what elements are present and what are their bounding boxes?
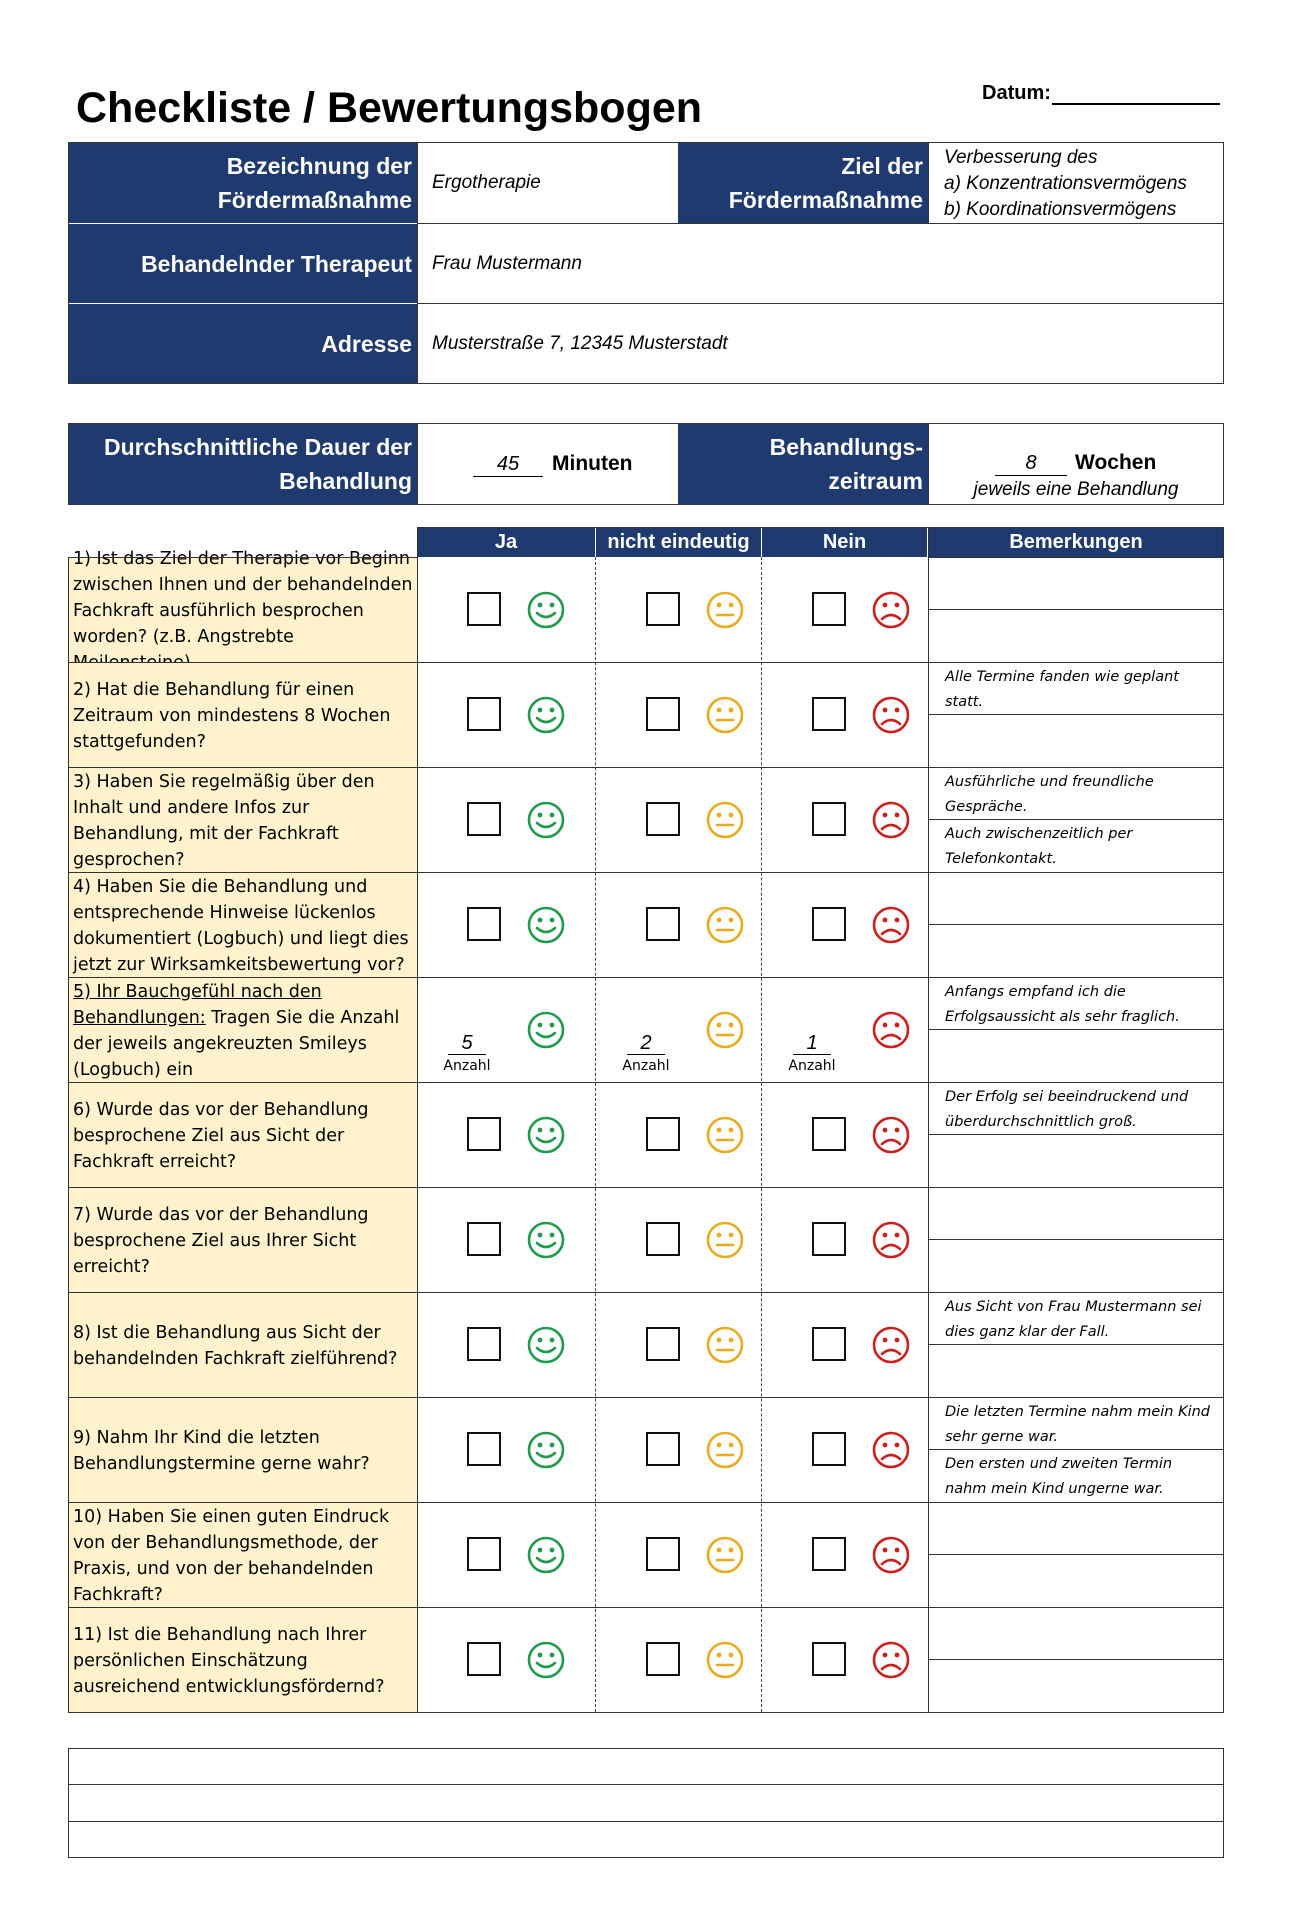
- row-divider: [928, 1397, 1224, 1398]
- remark-1[interactable]: [929, 1505, 1224, 1555]
- remark-divider: [928, 714, 1224, 715]
- smiley-happy-icon: [526, 1115, 566, 1155]
- ziel-value[interactable]: [928, 143, 1223, 223]
- remark-1[interactable]: Ausführliche und freundliche Gespräche.: [945, 774, 1154, 815]
- ziel-line: a) Konzentrationsvermögens: [944, 173, 1187, 194]
- question-underlined: 5) Ihr Bauchgefühl nach den Behandlungen:: [73, 981, 322, 1028]
- zeitraum-unit: Wochen: [1075, 451, 1157, 474]
- remark-2[interactable]: [929, 1137, 1224, 1187]
- count-field-nein[interactable]: [787, 1032, 837, 1077]
- smiley-happy-icon: [526, 1010, 566, 1050]
- page-title: Checkliste / Bewertungsbogen: [76, 84, 703, 132]
- adresse-label: Adresse: [69, 304, 417, 383]
- count-label: Anzahl: [788, 1058, 836, 1074]
- checkbox-nein[interactable]: [812, 592, 846, 626]
- question-text: [69, 1187, 417, 1292]
- smiley-neutral-icon: [705, 695, 745, 735]
- remark-2[interactable]: [929, 612, 1224, 662]
- remark-2[interactable]: Auch zwischenzeitlich per Telefonkontakt.: [945, 826, 1133, 867]
- remark-1[interactable]: [929, 1190, 1224, 1240]
- remark-divider: [928, 1344, 1224, 1345]
- smiley-happy-icon: [526, 800, 566, 840]
- grid-line: [928, 527, 929, 1712]
- therapeut-value[interactable]: Frau Mustermann: [418, 224, 1223, 303]
- checkbox-nicht-eindeutig[interactable]: [646, 802, 680, 836]
- remark-2[interactable]: Den ersten und zweiten Termin nahm mein Kind ungerne war.: [945, 1456, 1173, 1497]
- checkbox-ja[interactable]: [467, 1642, 501, 1676]
- row-divider: [68, 557, 417, 558]
- checkbox-ja[interactable]: [467, 1537, 501, 1571]
- row-divider: [68, 767, 417, 768]
- checkbox-nein[interactable]: [812, 1117, 846, 1151]
- checkbox-nicht-eindeutig[interactable]: [646, 1327, 680, 1361]
- row-divider: [68, 1292, 417, 1293]
- date-field[interactable]: [1052, 103, 1220, 105]
- checkbox-nein[interactable]: [812, 1537, 846, 1571]
- checkbox-ja[interactable]: [467, 1432, 501, 1466]
- question-text: [69, 548, 417, 662]
- smiley-sad-icon: [871, 1115, 911, 1155]
- question-rest: Tragen Sie die Anzahl der jeweils angekreuzten Smileys (Logbuch) ein: [73, 1007, 400, 1080]
- question-label: 10) Haben Sie einen guten Eindruck von der Behandlungsmethode, der Praxis, und von der behandelnden Fachkraft?: [73, 1506, 390, 1605]
- remark-2[interactable]: [929, 1347, 1224, 1397]
- remark-2[interactable]: [929, 1032, 1224, 1082]
- question-text: [69, 1397, 417, 1502]
- dauer-label: Durchschnittliche Dauer der Behandlung: [69, 424, 417, 504]
- date-label: Datum:: [982, 82, 1051, 104]
- col-header-nicht-eindeutig: nicht eindeutig: [596, 527, 761, 557]
- count-value: 1: [793, 1032, 831, 1055]
- row-divider: [68, 872, 417, 873]
- remark-divider: [928, 1449, 1224, 1450]
- grid-line: [761, 557, 762, 1712]
- row-divider: [928, 557, 1224, 558]
- question-label: 11) Ist die Behandlung nach Ihrer persönlichen Einschätzung ausreichend entwicklungsfördernd?: [73, 1624, 385, 1697]
- smiley-neutral-icon: [705, 1220, 745, 1260]
- question-text: [69, 1502, 417, 1607]
- bezeichnung-label: Bezeichnung der Fördermaßnahme: [69, 143, 417, 223]
- row-divider: [928, 1292, 1224, 1293]
- remark-1[interactable]: Aus Sicht von Frau Mustermann sei dies ganz klar der Fall.: [945, 1299, 1202, 1340]
- row-divider: [928, 662, 1224, 663]
- row-divider: [928, 1607, 1224, 1608]
- remark-divider: [928, 924, 1224, 925]
- question-label: 7) Wurde das vor der Behandlung besprochene Ziel aus Ihrer Sicht erreicht?: [73, 1204, 369, 1277]
- grid-line: [1223, 527, 1224, 1712]
- row-divider: [68, 1082, 417, 1083]
- smiley-neutral-icon: [705, 1115, 745, 1155]
- question-label: 3) Haben Sie regelmäßig über den Inhalt und andere Infos zur Behandlung, mit der Fachkraft gesprochen?: [73, 771, 375, 870]
- smiley-neutral-icon: [705, 1430, 745, 1470]
- question-label: 6) Wurde das vor der Behandlung besprochene Ziel aus Sicht der Fachkraft erreicht?: [73, 1099, 369, 1172]
- checkbox-ja[interactable]: [467, 1222, 501, 1256]
- smiley-happy-icon: [526, 1430, 566, 1470]
- dauer-cell: [418, 424, 678, 504]
- grid-line: [417, 527, 1224, 528]
- smiley-sad-icon: [871, 1640, 911, 1680]
- checkbox-nicht-eindeutig[interactable]: [646, 697, 680, 731]
- zeitraum-label: Behandlungs-zeitraum: [678, 424, 928, 504]
- grid-line: [68, 557, 69, 1712]
- checkbox-ja[interactable]: [467, 1327, 501, 1361]
- remark-divider: [928, 1029, 1224, 1030]
- row-divider: [68, 1187, 417, 1188]
- checkbox-nein[interactable]: [812, 1327, 846, 1361]
- row-divider: [928, 1187, 1224, 1188]
- notes-line[interactable]: [69, 1821, 1223, 1822]
- col-header-bemerkungen: Bemerkungen: [928, 527, 1224, 557]
- smiley-happy-icon: [526, 695, 566, 735]
- row-divider: [928, 977, 1224, 978]
- remark-2[interactable]: [929, 1242, 1224, 1292]
- remark-1[interactable]: Alle Termine fanden wie geplant statt.: [945, 669, 1179, 710]
- checkbox-nicht-eindeutig[interactable]: [646, 592, 680, 626]
- checkbox-ja[interactable]: [467, 697, 501, 731]
- notes-line[interactable]: [69, 1784, 1223, 1785]
- question-text: [69, 1607, 417, 1712]
- smiley-sad-icon: [871, 1010, 911, 1050]
- question-label: 9) Nahm Ihr Kind die letzten Behandlungstermine gerne wahr?: [73, 1427, 370, 1474]
- question-label: 4) Haben Sie die Behandlung und entsprechende Hinweise lückenlos dokumentiert (Logbuch) und liegt dies jetzt zur Wirksamkeitsbewertung vor?: [73, 876, 409, 975]
- smiley-sad-icon: [871, 695, 911, 735]
- adresse-value[interactable]: Musterstraße 7, 12345 Musterstadt: [418, 304, 1223, 383]
- checkbox-nicht-eindeutig[interactable]: [646, 1537, 680, 1571]
- remark-1[interactable]: Anfangs empfand ich die Erfolgsaussicht als sehr fraglich.: [945, 984, 1180, 1025]
- question-text: [69, 1292, 417, 1397]
- col-header-nein: Nein: [762, 527, 927, 557]
- row-divider: [68, 662, 417, 663]
- count-value: 5: [448, 1032, 486, 1055]
- checkbox-nein[interactable]: [812, 697, 846, 731]
- remark-2[interactable]: [929, 1557, 1224, 1607]
- smiley-neutral-icon: [705, 1010, 745, 1050]
- question-label: 1) Ist das Ziel der Therapie vor Beginn zwischen Ihnen und der behandelnden Fachkraft ausführlich besprochen worden? (z.B. Angstrebte: [73, 548, 413, 647]
- count-value: 2: [627, 1032, 665, 1055]
- question-text: [69, 872, 417, 977]
- grid-line: [595, 557, 596, 1712]
- checkbox-nein[interactable]: [812, 1642, 846, 1676]
- checkbox-ja[interactable]: [467, 907, 501, 941]
- divider: [417, 424, 418, 504]
- dauer-value[interactable]: 45: [473, 452, 543, 477]
- question-text: [69, 1082, 417, 1187]
- smiley-sad-icon: [871, 800, 911, 840]
- checkbox-nein[interactable]: [812, 907, 846, 941]
- therapeut-label: Behandelnder Therapeut: [69, 224, 417, 303]
- remark-1[interactable]: [929, 560, 1224, 610]
- row-divider: [68, 1397, 417, 1398]
- divider: [928, 143, 929, 223]
- smiley-sad-icon: [871, 1430, 911, 1470]
- checkbox-ja[interactable]: [467, 592, 501, 626]
- remark-divider: [928, 1554, 1224, 1555]
- row-divider: [68, 1712, 1224, 1713]
- count-field-nicht-eindeutig[interactable]: [621, 1032, 671, 1077]
- remark-divider: [928, 819, 1224, 820]
- zeitraum-value[interactable]: 8: [995, 451, 1067, 476]
- row-divider: [68, 1607, 417, 1608]
- row-divider: [928, 872, 1224, 873]
- row-divider: [928, 1082, 1224, 1083]
- remark-divider: [928, 1659, 1224, 1660]
- smiley-neutral-icon: [705, 1535, 745, 1575]
- grid-line: [417, 527, 418, 1712]
- smiley-happy-icon: [526, 1325, 566, 1365]
- smiley-happy-icon: [526, 1640, 566, 1680]
- question-label: 2) Hat die Behandlung für einen Zeitraum von mindestens 8 Wochen stattgefunden?: [73, 679, 391, 752]
- question-text: [69, 977, 417, 1082]
- count-label: Anzahl: [443, 1058, 491, 1074]
- remark-2[interactable]: [929, 927, 1224, 977]
- smiley-neutral-icon: [705, 800, 745, 840]
- remark-divider: [928, 1239, 1224, 1240]
- question-text: [69, 767, 417, 872]
- smiley-neutral-icon: [705, 590, 745, 630]
- remark-1[interactable]: [929, 1610, 1224, 1660]
- remark-1[interactable]: Die letzten Termine nahm mein Kind sehr gerne war.: [945, 1404, 1211, 1445]
- smiley-sad-icon: [871, 1220, 911, 1260]
- checkbox-nicht-eindeutig[interactable]: [646, 1222, 680, 1256]
- checkbox-nicht-eindeutig[interactable]: [646, 907, 680, 941]
- zeitraum-cell: [929, 424, 1223, 504]
- remark-1[interactable]: Der Erfolg sei beeindruckend und überdurchschnittlich groß.: [945, 1089, 1189, 1130]
- col-header-ja: Ja: [417, 527, 595, 557]
- checkbox-nicht-eindeutig[interactable]: [646, 1432, 680, 1466]
- ziel-line: Verbesserung des: [944, 147, 1098, 168]
- checkbox-nein[interactable]: [812, 802, 846, 836]
- question-text: [69, 662, 417, 767]
- remark-divider: [928, 1134, 1224, 1135]
- count-field-ja[interactable]: [442, 1032, 492, 1077]
- remark-divider: [928, 609, 1224, 610]
- smiley-neutral-icon: [705, 1325, 745, 1365]
- smiley-happy-icon: [526, 1535, 566, 1575]
- dauer-unit: Minuten: [552, 452, 633, 475]
- ziel-label: Ziel der Fördermaßnahme: [678, 143, 928, 223]
- checkbox-nein[interactable]: [812, 1222, 846, 1256]
- smiley-happy-icon: [526, 590, 566, 630]
- smiley-happy-icon: [526, 905, 566, 945]
- smiley-sad-icon: [871, 1325, 911, 1365]
- count-label: Anzahl: [622, 1058, 670, 1074]
- row-divider: [68, 977, 417, 978]
- smiley-sad-icon: [871, 590, 911, 630]
- checkbox-nein[interactable]: [812, 1432, 846, 1466]
- remark-2[interactable]: [929, 1662, 1224, 1712]
- bezeichnung-value[interactable]: Ergotherapie: [418, 143, 678, 223]
- smiley-happy-icon: [526, 1220, 566, 1260]
- row-divider: [68, 1502, 417, 1503]
- zeitraum-note: jeweils eine Behandlung: [973, 479, 1179, 500]
- remark-2[interactable]: [929, 717, 1224, 767]
- row-divider: [928, 767, 1224, 768]
- smiley-sad-icon: [871, 1535, 911, 1575]
- remark-1[interactable]: [929, 875, 1224, 925]
- notes-box: [68, 1748, 1224, 1858]
- question-label: 8) Ist die Behandlung aus Sicht der behandelnden Fachkraft zielführend?: [73, 1322, 398, 1369]
- ziel-line: b) Koordinationsvermögens: [944, 199, 1177, 220]
- smiley-sad-icon: [871, 905, 911, 945]
- checkbox-nicht-eindeutig[interactable]: [646, 1642, 680, 1676]
- smiley-neutral-icon: [705, 1640, 745, 1680]
- smiley-neutral-icon: [705, 905, 745, 945]
- checkbox-ja[interactable]: [467, 802, 501, 836]
- checkbox-nicht-eindeutig[interactable]: [646, 1117, 680, 1151]
- checkbox-ja[interactable]: [467, 1117, 501, 1151]
- row-divider: [928, 1502, 1224, 1503]
